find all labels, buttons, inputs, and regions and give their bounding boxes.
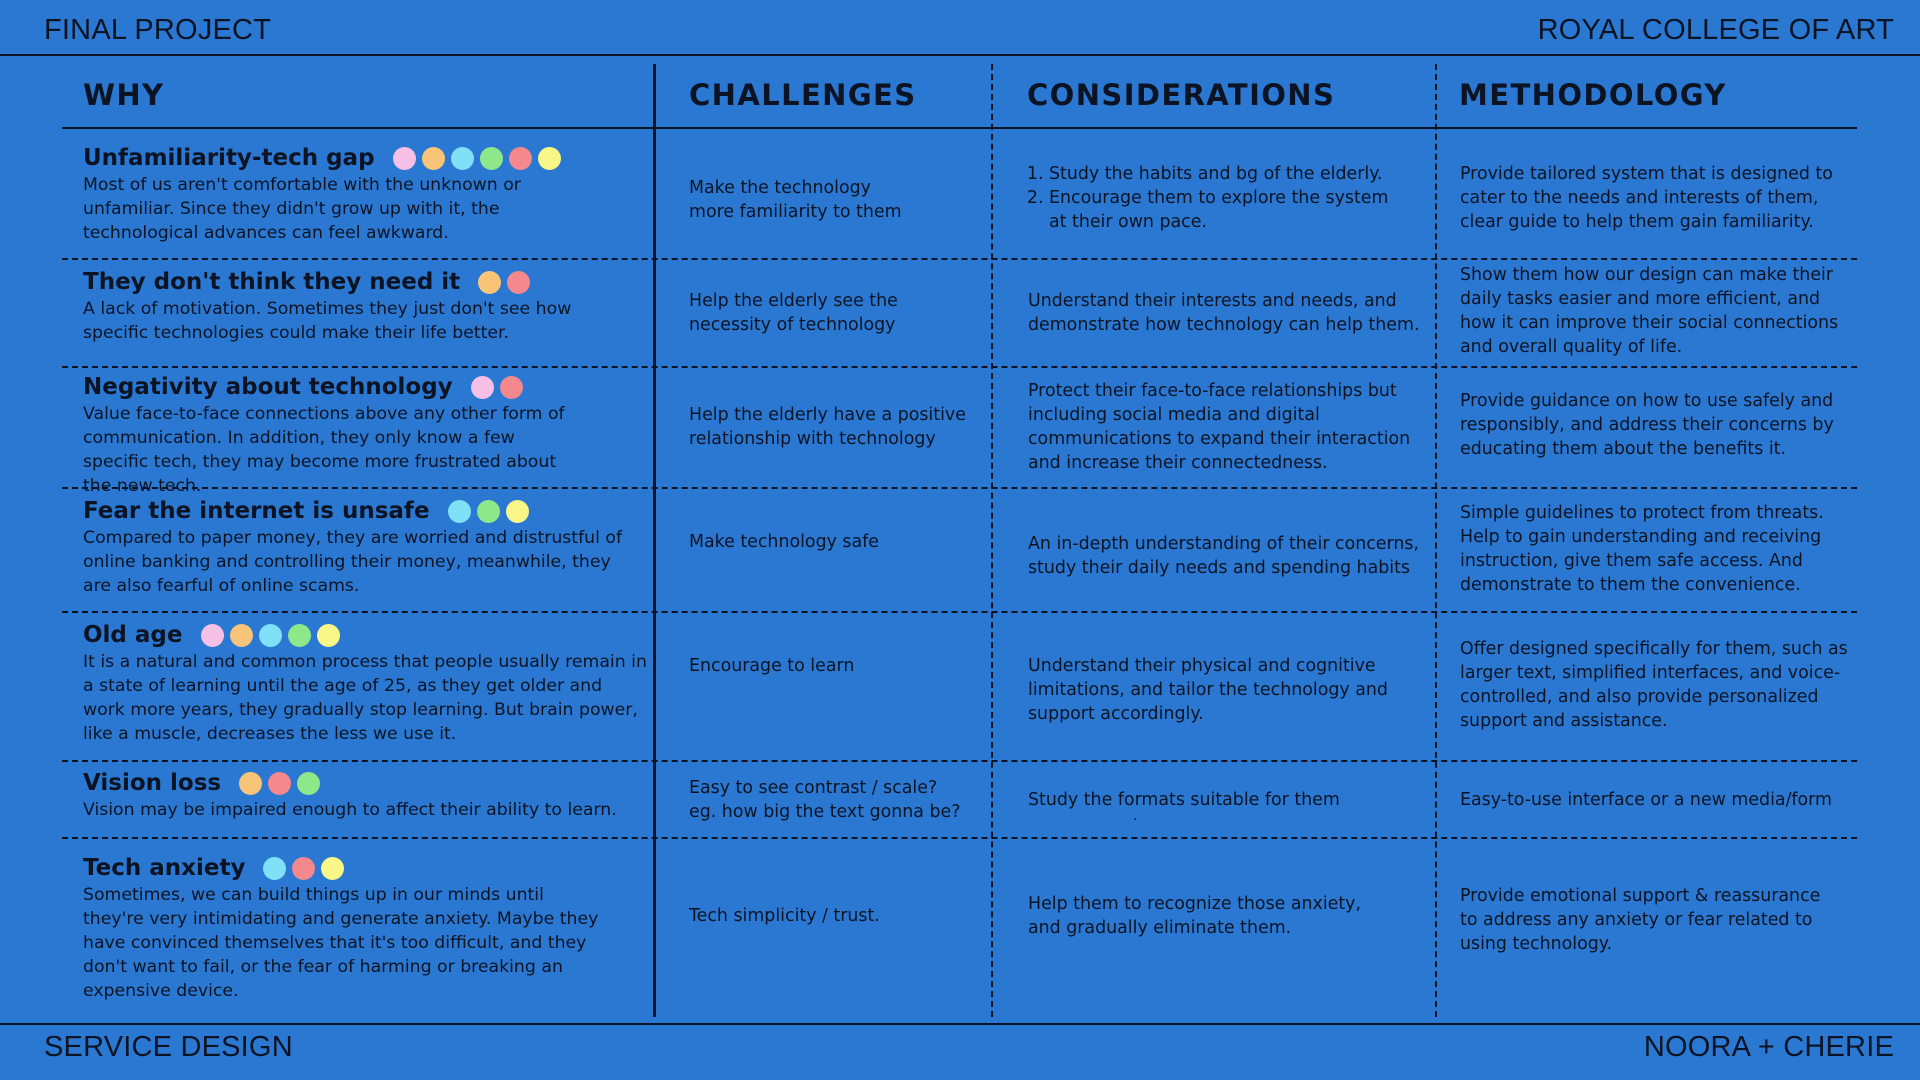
considerations-cell [1028, 508, 1428, 604]
header-rule [62, 127, 1857, 129]
dot-red [507, 271, 530, 294]
why-description: Sometimes, we can build things up in our minds until they're very intimidating and generate anxiety. Maybe they have convinced themselves that it's too difficult, and they don't want to fail, or the fear of harming or breaking an expensive device. [83, 885, 599, 1001]
challenge-text: Easy to see contrast / scale? eg. how big the text gonna be? [689, 778, 961, 822]
why-title: Tech anxiety [83, 855, 246, 881]
why-title: Unfamiliarity-tech gap [83, 145, 375, 171]
dot-yellow [538, 147, 561, 170]
why-cell [83, 145, 649, 245]
dot-orange [230, 624, 253, 647]
considerations-cell [1028, 642, 1428, 738]
dot-red [509, 147, 532, 170]
methodology-text: Provide guidance on how to use safely and responsibly, and address their concerns by educating them about the benefits it. [1460, 391, 1834, 459]
column-header-methodology: METHODOLOGY [1459, 78, 1727, 112]
challenge-text: Help the elderly have a positive relationship with technology [689, 405, 966, 449]
considerations-cell [1028, 870, 1428, 962]
challenge-cell [689, 494, 999, 590]
challenge-cell [689, 766, 999, 834]
why-column-divider [653, 64, 656, 1017]
dot-group [393, 147, 561, 170]
considerations-cell [1028, 264, 1428, 362]
challenge-cell [689, 870, 999, 962]
why-description: A lack of motivation. Sometimes they just don't see how specific technologies could make their life better. [83, 299, 572, 343]
why-cell [83, 770, 649, 822]
column-header-considerations: CONSIDERATIONS [1027, 78, 1336, 112]
considerations-text: Understand their physical and cognitive limitations, and tailor the technology and support accordingly. [1028, 656, 1388, 724]
why-title: Negativity about technology [83, 374, 453, 400]
authors-label: NOORA + CHERIE [1643, 1031, 1894, 1063]
row-divider [62, 760, 1857, 762]
dot-group [263, 857, 344, 880]
column-header-challenges: CHALLENGES [689, 78, 917, 112]
dot-group [448, 500, 529, 523]
challenge-cell [689, 618, 999, 714]
why-cell [83, 622, 649, 746]
methodology-cell [1460, 368, 1860, 482]
considerations-text: Help them to recognize those anxiety, and gradually eliminate them. [1028, 894, 1361, 938]
considerations-text: Understand their interests and needs, and demonstrate how technology can help them. [1028, 291, 1420, 335]
why-title-row [83, 622, 649, 648]
challenge-cell [689, 370, 999, 484]
why-cell [83, 374, 649, 498]
why-description: Most of us aren't comfortable with the unknown or unfamiliar. Since they didn't grow up with it, the technological advances can feel awkward. [83, 175, 521, 243]
dot-yellow [317, 624, 340, 647]
methodology-cell [1460, 626, 1860, 744]
challenge-cell [689, 160, 999, 240]
column-header-why: WHY [83, 78, 165, 112]
dot-red [292, 857, 315, 880]
methodology-text: Provide emotional support & reassurance to address any anxiety or fear related to using technology. [1460, 886, 1821, 954]
college-label: ROYAL COLLEGE OF ART [1537, 14, 1894, 46]
considerations-text: An in-depth understanding of their concerns, study their daily needs and spending habits [1028, 534, 1419, 578]
dot-group [471, 376, 523, 399]
dot-cyan [448, 500, 471, 523]
course-label: SERVICE DESIGN [44, 1031, 293, 1063]
dot-group [478, 271, 530, 294]
dot-green [477, 500, 500, 523]
why-title: Fear the internet is unsafe [83, 498, 430, 524]
methodology-text: Offer designed specifically for them, such as larger text, simplified interfaces, and voice-controlled, and also provide personalized support and assistance. [1460, 639, 1848, 731]
methodology-cell [1460, 874, 1860, 966]
why-description: Value face-to-face connections above any other form of communication. In addition, they only know a few specific tech, they may become more frustrated about the new tech. [83, 404, 565, 496]
considerations-list-item: 2. Encourage them to explore the system at their own pace. [1049, 186, 1409, 234]
challenge-text: Make the technology more familiarity to them [689, 178, 902, 222]
dot-pink [393, 147, 416, 170]
methodology-text: Simple guidelines to protect from threats. Help to gain understanding and receiving instruction, give them safe access. And demonstrate to them the convenience. [1460, 503, 1824, 595]
dot-orange [478, 271, 501, 294]
dot-group [239, 772, 320, 795]
top-rule [0, 54, 1920, 56]
methodology-text: Easy-to-use interface or a new media/form [1460, 790, 1832, 810]
challenge-cell [689, 264, 999, 362]
dot-cyan [259, 624, 282, 647]
why-title: Old age [83, 622, 183, 648]
bottom-rule [0, 1023, 1920, 1025]
considerations-text: Protect their face-to-face relationships but including social media and digital communications to expand their interaction and increase their connectedness. [1028, 381, 1411, 473]
stray-mark: . [1133, 808, 1138, 824]
why-title: Vision loss [83, 770, 222, 796]
dot-cyan [263, 857, 286, 880]
dot-green [288, 624, 311, 647]
why-cell [83, 855, 649, 1003]
challenge-text: Tech simplicity / trust. [689, 906, 880, 926]
why-title: They don't think they need it [83, 269, 461, 295]
dot-red [500, 376, 523, 399]
methodology-text: Provide tailored system that is designed to cater to the needs and interests of them, clear guide to help them gain familiarity. [1460, 164, 1833, 232]
dot-pink [471, 376, 494, 399]
methodology-cell [1460, 262, 1860, 360]
considerations-cell [1028, 158, 1428, 238]
methodology-text: Show them how our design can make their daily tasks easier and more efficient, and how it can improve their social connections and overall quality of life. [1460, 265, 1839, 357]
row-divider [62, 258, 1857, 260]
why-cell [83, 269, 649, 345]
dot-red [268, 772, 291, 795]
dot-cyan [451, 147, 474, 170]
methodology-cell [1460, 158, 1860, 238]
methodology-cell [1460, 766, 1860, 834]
considerations-list-item: 1. Study the habits and bg of the elderly. [1049, 162, 1428, 186]
challenge-text: Encourage to learn [689, 656, 855, 676]
dot-yellow [321, 857, 344, 880]
why-title-row [83, 498, 649, 524]
considerations-cell [1028, 766, 1428, 834]
challenge-text: Make technology safe [689, 532, 879, 552]
why-title-row [83, 374, 649, 400]
dot-group [201, 624, 340, 647]
considerations-list [1028, 162, 1428, 234]
why-cell [83, 498, 649, 598]
why-title-row [83, 855, 649, 881]
dot-green [480, 147, 503, 170]
dot-pink [201, 624, 224, 647]
project-label: FINAL PROJECT [44, 14, 272, 46]
row-divider [62, 837, 1857, 839]
why-description: Compared to paper money, they are worried and distrustful of online banking and controlling their money, meanwhile, they are also fearful of online scams. [83, 528, 623, 596]
challenge-text: Help the elderly see the necessity of technology [689, 291, 898, 335]
why-description: Vision may be impaired enough to affect their ability to learn. [83, 800, 617, 820]
considerations-text: Study the formats suitable for them [1028, 790, 1340, 810]
methodology-cell [1460, 490, 1860, 608]
why-description: It is a natural and common process that people usually remain in a state of learning until the age of 25, as they get older and work more years, they gradually stop learning. But brain power, like a muscle, decreases the less we use it. [83, 652, 647, 744]
row-divider [62, 611, 1857, 613]
why-title-row [83, 770, 649, 796]
why-title-row [83, 145, 649, 171]
why-title-row [83, 269, 649, 295]
considerations-cell [1028, 370, 1428, 484]
dot-yellow [506, 500, 529, 523]
dot-orange [422, 147, 445, 170]
dot-orange [239, 772, 262, 795]
considerations-column-divider [1435, 64, 1437, 1017]
dot-green [297, 772, 320, 795]
